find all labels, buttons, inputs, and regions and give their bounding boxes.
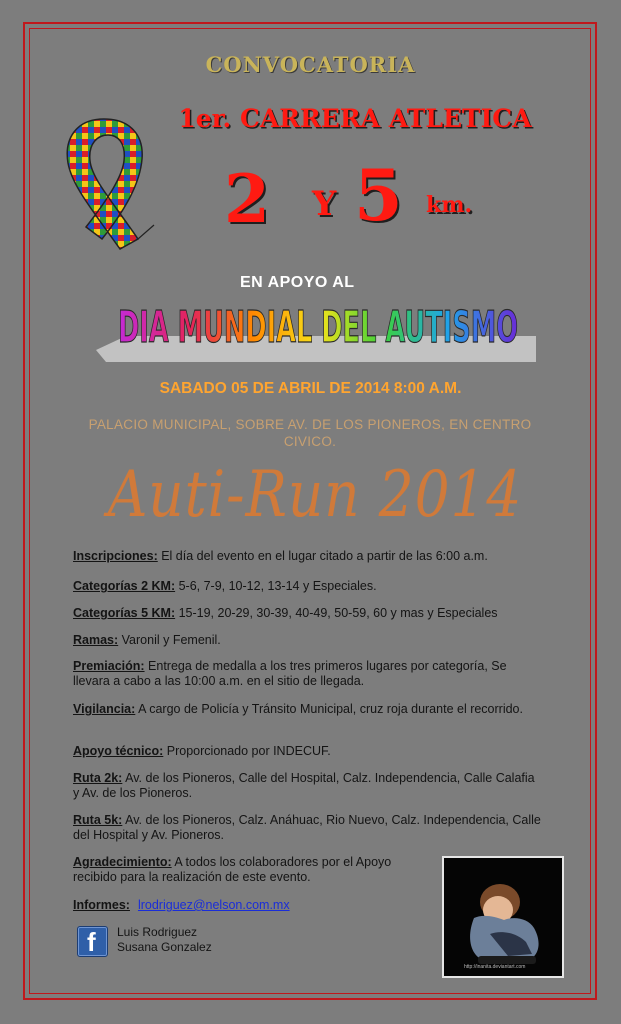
detail-ruta-5k: Ruta 5k: Av. de los Pioneros, Calz. Anáhuac, Rio Nuevo, Calz. Independencia, Calle del Hospital y Av. Pioneros. [73,813,541,842]
event-location: PALACIO MUNICIPAL, SOBRE AV. DE LOS PIONEROS, EN CENTRO CIVICO. [88,417,532,449]
event-name: Auti-Run 2014 [107,458,523,532]
detail-categorias-5km: Categorías 5 KM: 15-19, 20-29, 30-39, 40-49, 50-59, 60 y mas y Especiales [73,606,498,620]
detail-ramas: Ramas: Varonil y Femenil. [73,633,221,647]
distance-2: 2 [224,160,270,238]
autism-day-wordart [96,292,536,370]
detail-apoyo-tecnico: Apoyo técnico: Proporcionado por INDECUF. [73,744,331,758]
convocatoria-heading: CONVOCATORIA [205,52,416,77]
child-photo [442,856,564,978]
distance-and: Y [312,184,337,224]
photo-caption: http://inanita.deviantart.com [464,964,526,970]
child-figure-image [444,858,562,976]
detail-categorias-2km: Categorías 2 KM: 5-6, 7-9, 10-12, 13-14 y Especiales. [73,579,377,593]
contact-name: Luis Rodriguez [117,925,198,939]
contact-names [117,925,212,955]
event-date: SABADO 05 DE ABRIL DE 2014 8:00 A.M. [159,380,462,397]
detail-inscripciones: Inscripciones: El día del evento en el lugar citado a partir de las 6:00 a.m. [73,549,488,563]
detail-informes: Informes: lrodriguez@nelson.com.mx [73,898,290,912]
contact-email-link[interactable]: lrodriguez@nelson.com.mx [137,898,290,912]
support-lead: EN APOYO AL [240,274,355,291]
autism-ribbon-icon [46,115,172,255]
detail-ruta-2k: Ruta 2k: Av. de los Pioneros, Calle del Hospital, Calz. Independencia, Calle Calafia y Av. de los Pioneros. [73,771,535,800]
autism-day-title: DIA MUNDIAL DEL AUTISMO [118,302,518,353]
distance-heading [180,154,520,240]
contact-name: Susana Gonzalez [117,940,212,954]
detail-vigilancia: Vigilancia: A cargo de Policía y Tránsito Municipal, cruz roja durante el recorrido. [73,702,523,716]
facebook-icon[interactable]: f [77,926,108,957]
detail-agradecimiento: Agradecimiento: A todos los colaboradores por el Apoyo recibido para la realización de este evento. [73,855,392,884]
race-title: 1er. CARRERA ATLETICA [178,104,532,133]
detail-premiacion: Premiación: Entrega de medalla a los tres primeros lugares por categoría, Se llevara a cabo a las 10:00 a.m. en el sitio de llegada. [73,659,507,688]
distance-5: 5 [354,154,403,237]
distance-unit: km. [426,192,473,218]
